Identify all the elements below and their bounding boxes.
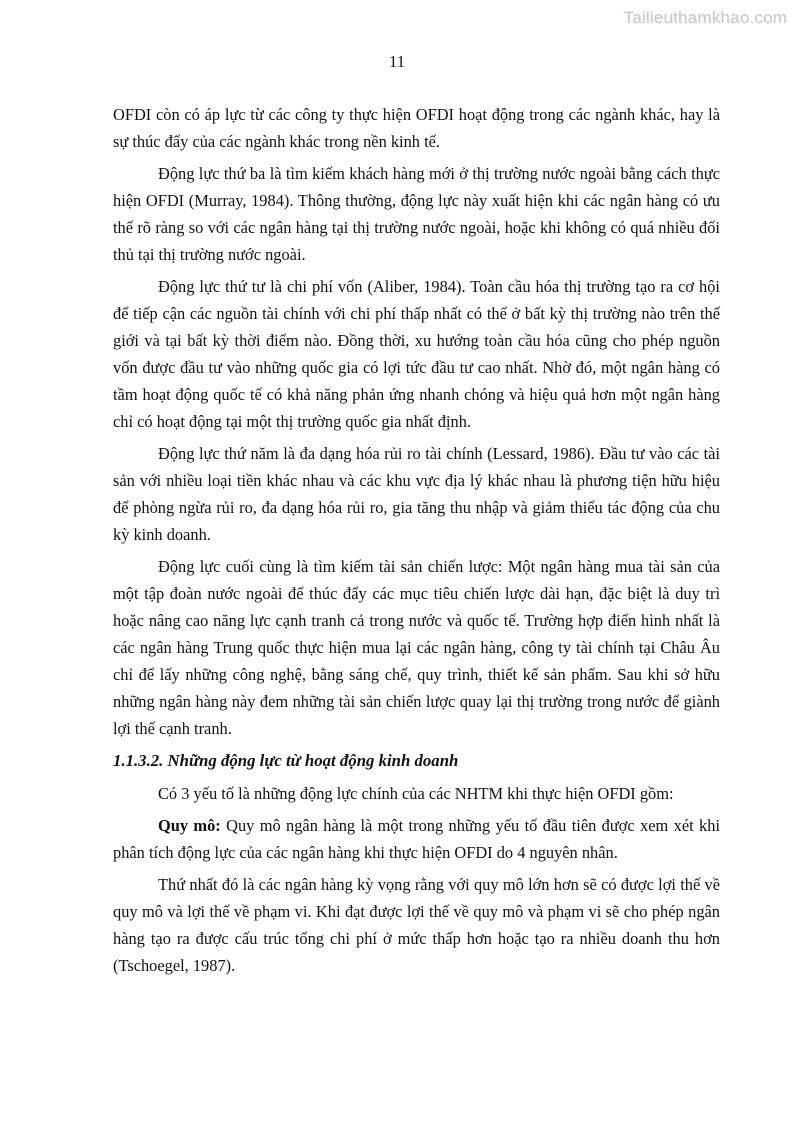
- body-paragraph: Động lực thứ ba là tìm kiếm khách hàng mới ở thị trường nước ngoài bằng cách thực hiện OFDI (Murray, 1984). Thông thường, động lực này xuất hiện khi các ngân hàng có ưu thế rõ ràng so với các ngân hàng tại thị trường nước ngoài, hoặc khi không có quá nhiều đối thủ tại thị trường nước ngoài.: [113, 164, 720, 264]
- body-paragraph: Động lực thứ tư là chi phí vốn (Aliber, 1984). Toàn cầu hóa thị trường tạo ra cơ hội để tiếp cận các nguồn tài chính với chi phí thấp nhất có thể ở bất kỳ thị trường nào trên thế giới và tại bất kỳ thời điểm nào. Đồng thời, xu hướng toàn cầu hóa cũng cho phép nguồn vốn được đầu tư vào những quốc gia có lợi tức đầu tư cao nhất. Nhờ đó, một ngân hàng có tầm hoạt động quốc tế có khả năng phản ứng nhanh chóng và hiệu quả hơn một ngân hàng chỉ có hoạt động tại một thị trường quốc gia nhất định.: [113, 277, 720, 431]
- section-heading: 1.1.3.2. Những động lực từ hoạt động kinh doanh: [113, 751, 459, 770]
- page-number: 11: [388, 52, 406, 71]
- page-body: [113, 101, 720, 984]
- site-watermark: Tailieuthamkhao.com: [623, 8, 787, 27]
- body-paragraph: [113, 812, 720, 866]
- body-paragraph: Thứ nhất đó là các ngân hàng kỳ vọng rằng với quy mô lớn hơn sẽ có được lợi thế về quy mô và lợi thế về phạm vi. Khi đạt được lợi thế về quy mô và phạm vi sẽ cho phép ngân hàng tạo ra được cấu trúc tổng chi phí ở mức thấp hơn hoặc tạo ra nhiều doanh thu hơn (Tschoegel, 1987).: [113, 875, 720, 975]
- paragraph-text: Quy mô ngân hàng là một trong những yếu tố đầu tiên được xem xét khi phân tích động lực của các ngân hàng khi thực hiện OFDI do 4 nguyên nhân.: [113, 816, 721, 862]
- paragraph-bold-lead: Quy mô:: [158, 816, 221, 835]
- body-paragraph: Động lực thứ năm là đa dạng hóa rủi ro tài chính (Lessard, 1986). Đầu tư vào các tài sản với nhiều loại tiền khác nhau và các khu vực địa lý khác nhau là phương tiện hữu hiệu để phòng ngừa rủi ro, đa dạng hóa rủi ro, gia tăng thu nhập và giảm thiểu tác động của chu kỳ kinh doanh.: [113, 444, 720, 544]
- body-paragraph: Động lực cuối cùng là tìm kiếm tài sản chiến lược: Một ngân hàng mua tài sản của một tập đoàn nước ngoài để thúc đẩy các mục tiêu chiến lược dài hạn, đặc biệt là duy trì hoặc nâng cao năng lực cạnh tranh cả trong nước và quốc tế. Trường hợp điển hình nhất là các ngân hàng Trung quốc thực hiện mua lại các ngân hàng, công ty tài chính tại Châu Âu chỉ để lấy những công nghệ, bằng sáng chế, quy trình, thiết kế sản phẩm. Sau khi sở hữu những ngân hàng này đem những tài sản chiến lược quay lại thị trường trong nước để giành lợi thế cạnh tranh.: [113, 557, 720, 738]
- body-paragraph: Có 3 yếu tố là những động lực chính của các NHTM khi thực hiện OFDI gồm:: [158, 784, 674, 803]
- body-paragraph: OFDI còn có áp lực từ các công ty thực hiện OFDI hoạt động trong các ngành khác, hay là sự thúc đẩy của các ngành khác trong nền kinh tế.: [113, 105, 720, 151]
